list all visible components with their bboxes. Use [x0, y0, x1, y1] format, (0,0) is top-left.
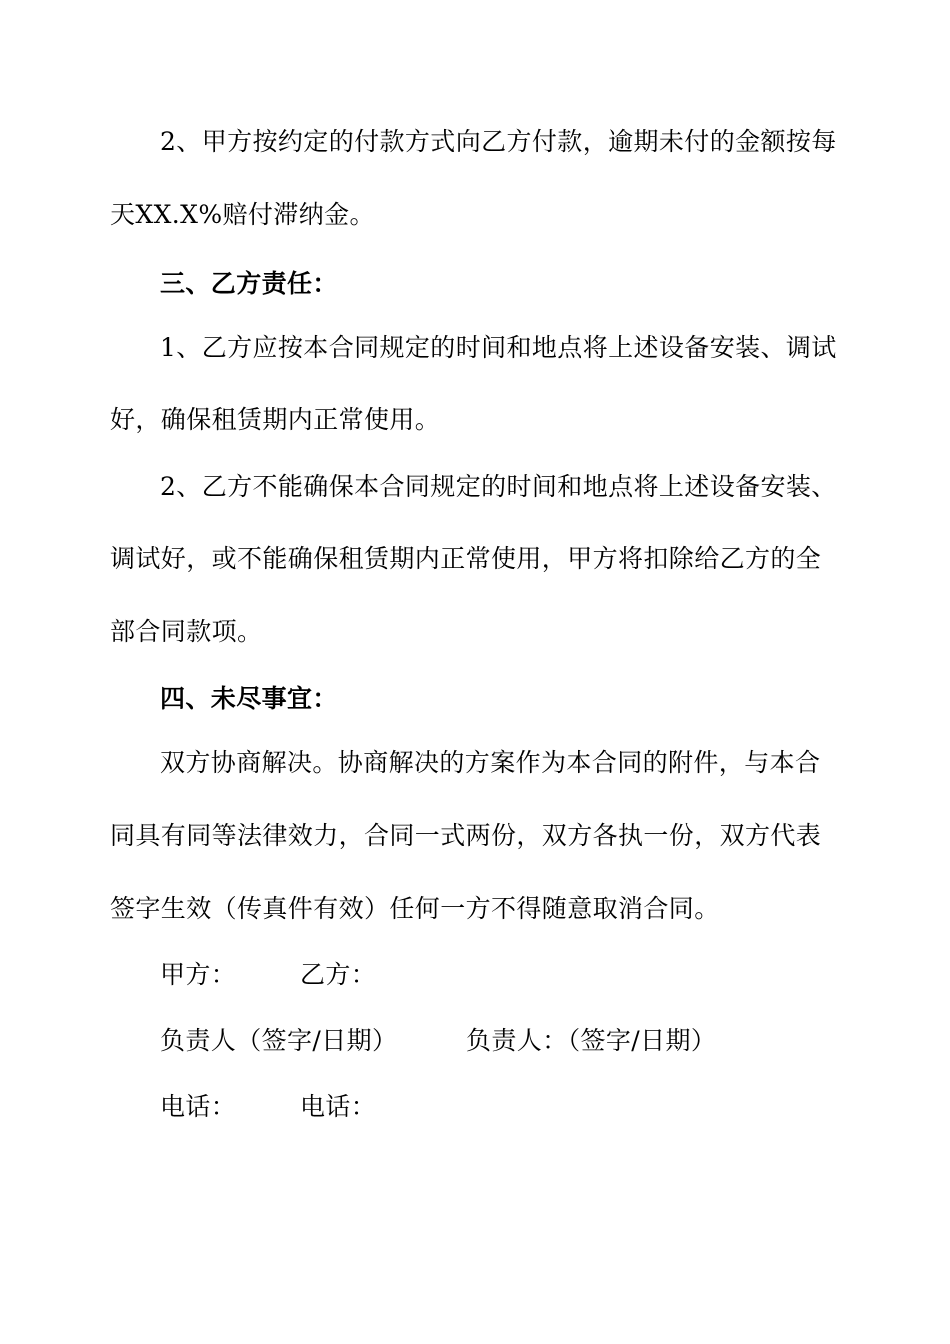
party-b-phone: 电话：	[300, 1092, 377, 1121]
paragraph-line: 签字生效（传真件有效）任何一方不得随意取消合同。	[110, 894, 720, 923]
paragraph-line: 同具有同等法律效力，合同一式两份，双方各执一份，双方代表	[110, 821, 822, 850]
paragraph-line: 调试好，或不能确保租赁期内正常使用，甲方将扣除给乙方的全	[110, 544, 822, 573]
party-b-label: 乙方：	[300, 960, 377, 989]
paragraph-line: 部合同款项。	[110, 617, 263, 646]
paragraph-line: 双方协商解决。协商解决的方案作为本合同的附件，与本合	[160, 748, 821, 777]
signature-row-responsible	[160, 1025, 717, 1057]
signature-row-parties	[160, 959, 377, 991]
section-heading: 三、乙方责任：	[160, 269, 338, 298]
paragraph-line: 好，确保租赁期内正常使用。	[110, 405, 441, 434]
paragraph-line: 1、乙方应按本合同规定的时间和地点将上述设备安装、调试	[160, 333, 837, 362]
paragraph-line: 2、乙方不能确保本合同规定的时间和地点将上述设备安装、	[160, 472, 837, 501]
party-a-responsible: 负责人（签字/日期）	[160, 1026, 398, 1055]
signature-row-phone	[160, 1091, 377, 1123]
section-heading: 四、未尽事宜：	[160, 684, 338, 713]
party-b-responsible: 负责人：（签字/日期）	[466, 1026, 717, 1055]
party-a-phone: 电话：	[160, 1092, 237, 1121]
party-a-label: 甲方：	[160, 960, 237, 989]
paragraph-line: 天XX.X%赔付滞纳金。	[110, 200, 375, 229]
paragraph-line: 2、甲方按约定的付款方式向乙方付款，逾期未付的金额按每	[160, 127, 837, 156]
